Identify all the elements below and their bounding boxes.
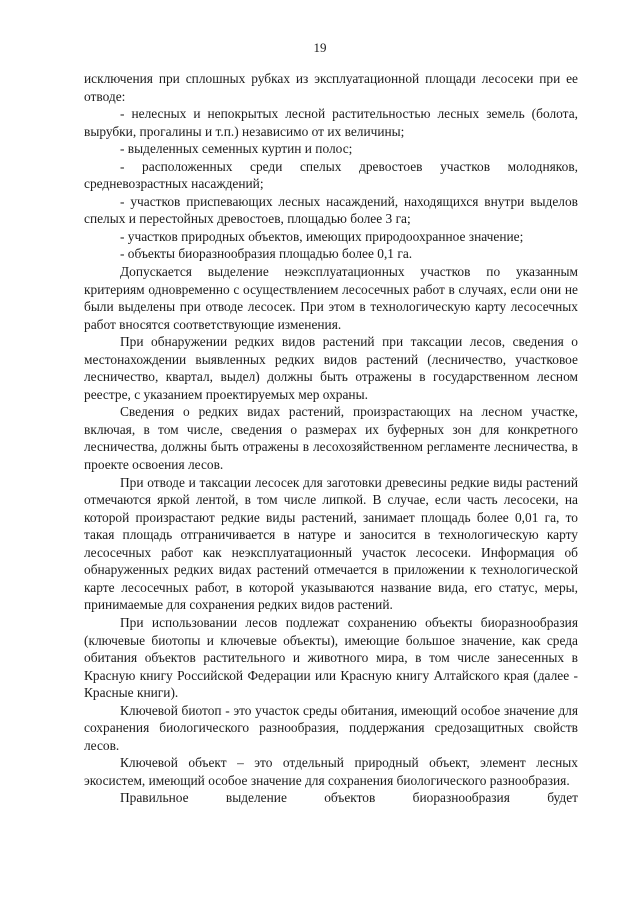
paragraph-rare-species-registry: При обнаружении редких видов растений при таксации лесов, сведения о местонахождении выявленных редких видов растений (лесничество, участковое лесничество, квартал, выдел) должны быть отражены в государственном лесном реестре, с указанием проектируемых мер охраны. bbox=[84, 334, 578, 402]
list-item-nonforest-lands: - нелесных и непокрытых лесной растительностью лесных земель (болота, вырубки, прогалины и т.п.) независимо от их величины; bbox=[84, 106, 578, 139]
paragraph-rare-species-marking: При отводе и таксации лесосек для заготовки древесины редкие виды растений отмечаются яркой лентой, в том числе липкой. В случае, если часть лесосеки, на которой произрастают редкие виды растений, занимает площадь более 0,01 га, то такая площадь отграничивается в натуре и заносится в технологическую карту лесосечных работ как неэксплуатационный участок лесосеки. Информация об обнаруженных редких видах растений отмечается в приложении к технологической карте лесосечных работ, в которой указываются название вида, его статус, меры, принимаемые для сохранения редких видов растений. bbox=[84, 474, 578, 613]
list-item-maturing-stands: - участков приспевающих лесных насаждений, находящихся внутри выделов спелых и перестойных древостоев, площадью более 3 га; bbox=[84, 193, 578, 227]
paragraph-rare-species-regulations: Сведения о редких видах растений, произрастающих на лесном участке, включая, в том числе, сведения о размерах их буферных зон для конкретного лесничества, должны быть отражены в лесохозяйственном регламенте лесничества, в проекте освоения лесов. bbox=[84, 404, 578, 473]
paragraph-key-object: Ключевой объект – это отдельный природный объект, элемент лесных экосистем, имеющий особое значение для сохранения биологического разнообразия. bbox=[84, 755, 578, 788]
document-body bbox=[84, 70, 578, 807]
paragraph-continuation: Правильное выделение объектов биоразнообразия будет bbox=[120, 790, 578, 806]
page-number: 19 bbox=[313, 40, 327, 55]
paragraph-intro: исключения при сплошных рубках из эксплуатационной площади лесосеки при ее отводе: bbox=[84, 71, 578, 104]
paragraph-biodiversity-objects: При использовании лесов подлежат сохранению объекты биоразнообразия (ключевые биотопы и ключевые объекты), имеющие большое значение, как среда обитания объектов растительного и животного мира, в том числе занесенных в Красную книгу Российской Федерации или Красную книгу Алтайского края (далее - Красные книги). bbox=[84, 614, 578, 701]
paragraph-key-biotope: Ключевой биотоп - это участок среды обитания, имеющий особое значение для сохранения биологического разнообразия, поддержания средозащитных свойств лесов. bbox=[84, 702, 578, 753]
list-item-seed-plots: - выделенных семенных куртин и полос; bbox=[120, 141, 353, 157]
list-item-natural-objects: - участков природных объектов, имеющих природоохранное значение; bbox=[120, 228, 524, 244]
list-item-biodiversity-objects: - объекты биоразнообразия площадью более 0,1 га. bbox=[120, 246, 413, 262]
list-item-young-stands: - расположенных среди спелых древостоев участков молодняков, средневозрастных насаждений; bbox=[84, 158, 578, 192]
paragraph-non-operational-areas: Допускается выделение неэксплуатационных участков по указанным критериям одновременно с осуществлением лесосечных работ в случаях, если они не были выделены при отводе лесосек. При этом в технологическую карту лесосечных работ вносятся соответствующие изменения. bbox=[84, 264, 578, 332]
